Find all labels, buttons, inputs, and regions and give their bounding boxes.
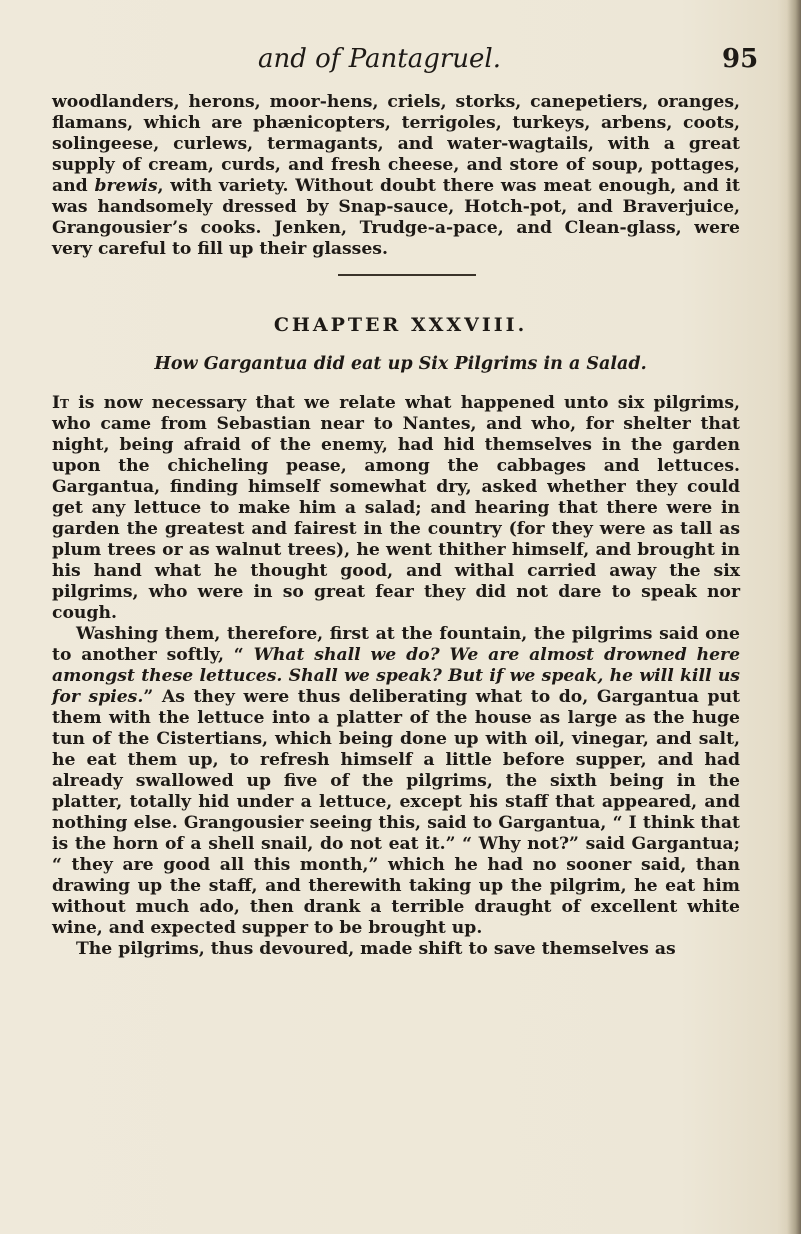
- paragraph-text: is now necessary that we relate what happened unto six pilgrims, who came from Sebastian near to Nantes, and who, for shelter that night, being afraid of the enemy, had hid themselves in the garden upon the chicheling pease, among the cabbages and lettuces. Gargantua, finding himself somewhat dry, asked whether they could get any lettuce to make him a salad; and hearing that there were in garden the greatest and fairest in the country (for they were as tall as plum trees or as walnut trees), he went thither himself, and brought in his hand what he thought good, and withal carried away the six pilgrims, who were in so great fear they did not dare to speak nor cough.: [52, 393, 740, 623]
- paragraph-text: ” As they were thus deliberating what to do, Gargantua put them with the lettuce into a platter of the house as large as the huge tun of the Cistertians, which being done up with oil, vinegar, and salt, he eat them up, to refresh himself a little before supper, and had already swallowed up five of the pilgrims, the sixth being in the platter, totally hid under a lettuce, except his staff that appeared, and nothing else. Grangousier seeing this, said to Gargantua, “ I think that is the horn of a shell snail, do not eat it.” “ Why not?” said Gargantua; “ they are good all this month,” which he had no sooner said, than drawing up the staff, and therewith taking up the pilgrim, he eat him without much ado, then drank a terrible draught of excellent white wine, and expected supper to be brought up.: [52, 687, 741, 938]
- chapter-title: CHAPTER XXXVIII.: [273, 314, 528, 336]
- running-head: [0, 44, 801, 84]
- page-edge-shadow: [787, 0, 801, 1234]
- paragraph-pilgrims: [52, 393, 740, 624]
- paragraph-text: The pilgrims, thus devoured, made shift to save themselves as: [76, 939, 676, 959]
- paragraph-text: woodlanders, herons, moor-hens, criels, storks, canepetiers, oranges, flamans, which are phænicopters, terrigoles, turkeys, arbens, coots, solingeese, curlews, termagants, and water-wagtails, with a great supply of cream, curds, and fresh cheese, and store of soup, pottages, and: [52, 92, 740, 196]
- drop-word: It: [52, 393, 69, 413]
- paragraph-text: Washing them, therefore, first at the fountain, the pilgrims said one to another softly, “: [52, 624, 740, 665]
- chapter-subtitle: How Gargantua did eat up Six Pilgrims in a Salad.: [154, 354, 647, 374]
- chapter-body: [52, 393, 740, 960]
- italic-word: brewis: [94, 176, 158, 196]
- section-divider: [338, 274, 476, 276]
- page-number: 95: [722, 44, 759, 74]
- paragraph-feast: [52, 92, 740, 260]
- paragraph-washing: [52, 624, 740, 939]
- italic-speech: What shall we do? We are almost drowned here amongst these lettuces. Shall we speak? But if we speak, he will kill us for spies.: [52, 645, 741, 707]
- running-title: and of Pantagruel.: [258, 44, 502, 74]
- paragraph-text: , with variety. Without doubt there was meat enough, and it was handsomely dressed by Snap-sauce, Hotch-pot, and Braverjuice, Grangousier’s cooks. Jenken, Trudge-a-pace, and Clean-glass, were very careful to fill up their glasses.: [52, 176, 741, 259]
- paragraph-devoured: [52, 939, 740, 960]
